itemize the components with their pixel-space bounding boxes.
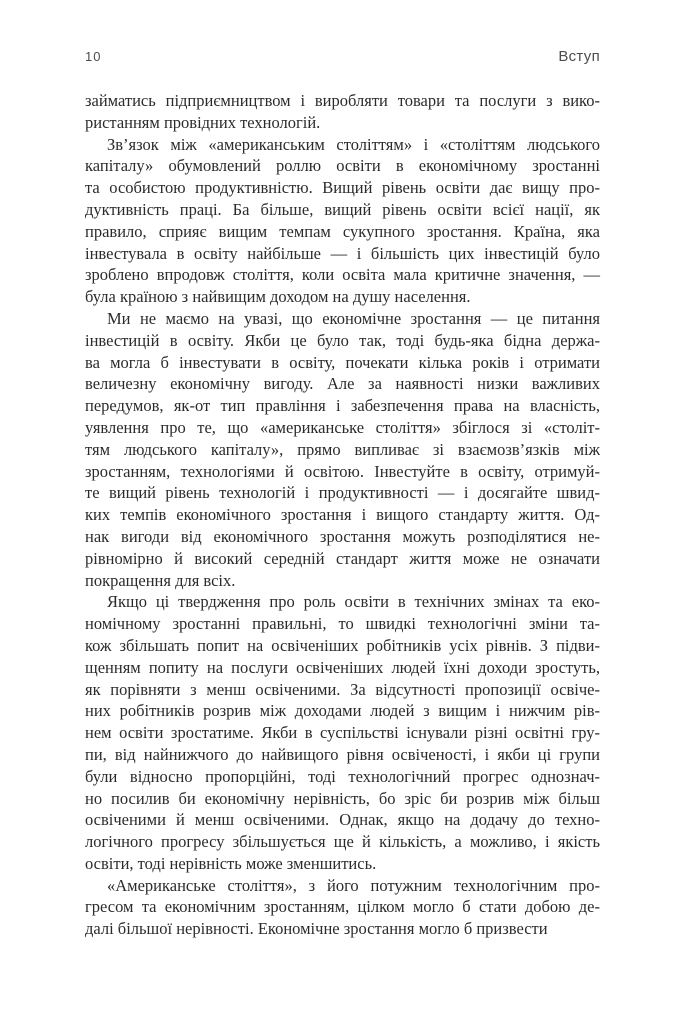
text-line: Ми не маємо на увазі, що економічне зростання — це питання	[107, 308, 600, 328]
paragraph	[85, 134, 600, 308]
text-line: дуктивність праці. Ба більше, вищий рівень освіти всієї нації, як	[85, 199, 600, 219]
text-line: пи, від найнижчого до найвищого рівня освіченості, і якби ці групи	[85, 744, 600, 764]
paragraph	[85, 875, 600, 940]
paragraph	[85, 90, 600, 134]
text-line: зростанням, технологіями й освітою. Інвестуйте в освіту, отримуй-	[85, 461, 600, 481]
text-line: тям людського капіталу», прямо випливає зі взаємозв’язків між	[85, 439, 600, 459]
page-body	[85, 90, 600, 940]
text-line: Якщо ці твердження про роль освіти в технічних змінах та еко-	[107, 592, 600, 612]
text-line: логічного прогресу збільшується ще й кількість, а можливо, і якість	[85, 832, 600, 852]
text-line: те вищий рівень технологій і продуктивності — і досягайте швид-	[85, 483, 600, 503]
text-line: були відносно пропорційні, тоді технологічний прогрес однознач-	[85, 766, 600, 786]
text-line: уявлення про те, що «американське століття» збіглося зі «століт-	[85, 417, 600, 437]
text-line: кож збільшать попит на освіченіших робітників усіх рівнів. З підви-	[85, 635, 600, 655]
text-line: «Американське століття», з його потужним технологічним про-	[107, 875, 600, 895]
text-line: правило, сприяє вищим темпам сукупного зростання. Країна, яка	[85, 221, 600, 241]
text-line: гресом та економічним зростанням, цілком могло б стати добою де-	[85, 897, 600, 917]
text-line: була країною з найвищим доходом на душу населення.	[85, 287, 471, 307]
text-line: ких темпів економічного зростання і вищого стандарту життя. Од-	[85, 505, 600, 525]
text-line: зроблено впродовж століття, коли освіта мала критичне значення, —	[85, 265, 600, 285]
text-line: ва могла б інвестувати в освіту, почекати кілька років і отримати	[85, 352, 600, 372]
text-line: капіталу» обумовлений роллю освіти в економічному зростанні	[85, 156, 600, 176]
text-line: Зв’язок між «американським століттям» і «століттям людського	[107, 134, 600, 154]
text-line: та особистою продуктивністю. Вищий рівень освіти дає вищу про-	[85, 178, 600, 198]
text-line: них робітників розрив між доходами людей з вищим і нижчим рів-	[85, 701, 600, 721]
text-line: щенням попиту на послуги освіченіших людей їхні доходи зростуть,	[85, 657, 600, 677]
text-line: нем освіти зростатиме. Якби в суспільстві існували різні освітні гру-	[85, 723, 600, 743]
text-line: рівномірно й високий середній стандарт життя може не означати	[85, 548, 600, 568]
text-line: нак вигоди від економічного зростання можуть розподілятися не-	[85, 526, 600, 546]
text-line: но посилив би економічну нерівність, бо зріс би розрив між більш	[85, 788, 600, 808]
paragraph	[85, 308, 600, 591]
text-line: величезну економічну вигоду. Але за наявності низки важливих	[85, 374, 600, 394]
text-line: інвестицій в освіту. Якби це було так, тоді будь-яка бідна держа-	[85, 330, 600, 350]
paragraph	[85, 591, 600, 874]
running-head-title: Вступ	[558, 48, 600, 65]
text-line: як порівняти з менш освіченими. За відсутності пропозиції освіче-	[85, 679, 600, 699]
text-line: освіченими й менш освіченими. Однак, якщо на додачу до техно-	[85, 810, 600, 830]
text-line: далі більшої нерівності. Економічне зростання могло б призвести	[85, 919, 548, 939]
text-line: освіти, тоді нерівність може зменшитись.	[85, 853, 377, 873]
text-line: інвестувала в освіту найбільше — і більшість цих інвестицій було	[85, 243, 600, 263]
page-number: 10	[85, 49, 102, 64]
text-line: займатись підприємництвом і виробляти товари та послуги з вико-	[85, 91, 600, 110]
text-line: покращення для всіх.	[85, 570, 236, 590]
text-line: ристанням провідних технологій.	[85, 112, 321, 132]
running-header	[85, 48, 600, 66]
text-line: передумов, як-от тип правління і забезпечення права на власність,	[85, 396, 600, 416]
text-line: номічному зростанні правильні, то швидкі технологічні зміни та-	[85, 614, 600, 634]
